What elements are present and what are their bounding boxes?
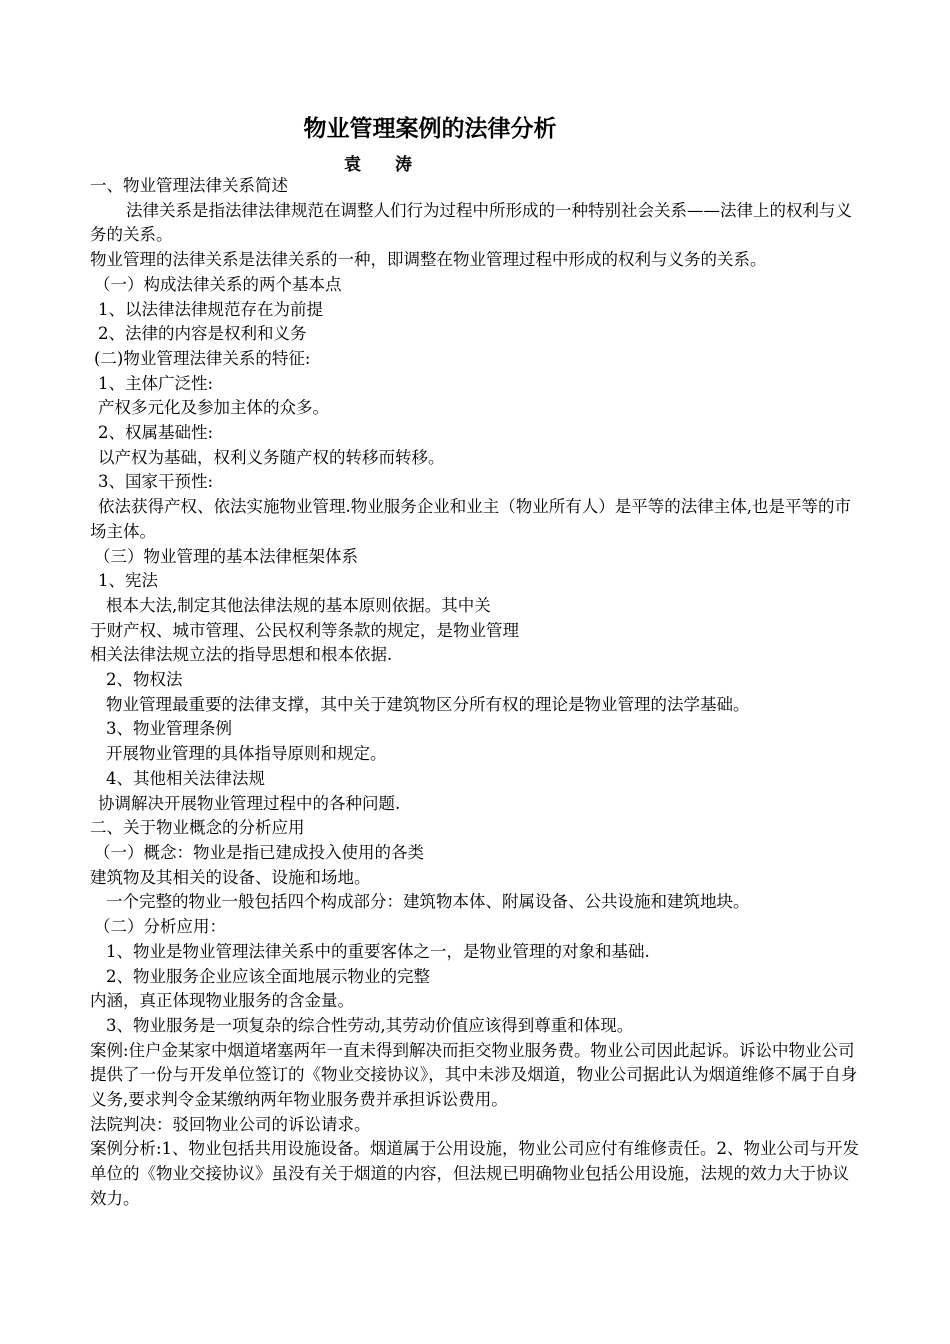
paragraph: 案例:住户金某家中烟道堵塞两年一直未得到解决而拒交物业服务费。物业公司因此起诉。诉讼中物业公司提供了一份与开发单位签订的《物业交接协议》，其中未涉及烟道，物业公司据此认为烟道维修不属于自身义务,要求判令金某缴纳两年物业服务费并承担诉讼费用。	[90, 1040, 858, 1110]
paragraph: 相关法律法规立法的指导思想和根本依据.	[90, 645, 393, 665]
paragraph: 案例分析:1、物业包括共用设施设备。烟道属于公用设施，物业公司应付有维修责任。2、物业公司与开发单位的《物业交接协议》虽没有关于烟道的内容，但法规已明确物业包括公用设施，法规的效力大于协议效力。	[90, 1139, 860, 1208]
paragraph: 1、以法律法律规范存在为前提	[98, 299, 323, 319]
paragraph: 以产权为基础，权利义务随产权的转移而转移。	[98, 447, 445, 467]
paragraph: 2、法律的内容是权利和义务	[98, 324, 307, 344]
paragraph: 法院判决：驳回物业公司的诉讼请求。	[90, 1114, 371, 1134]
paragraph: 1、主体广泛性:	[98, 373, 214, 393]
paragraph: 协调解决开展物业管理过程中的各种问题.	[98, 793, 401, 813]
paragraph: 1、宪法	[98, 571, 158, 591]
paragraph: 物业管理最重要的法律支撑，其中关于建筑物区分所有权的理论是物业管理的法学基础。	[106, 694, 750, 714]
paragraph: (二)物业管理法律关系的特征:	[94, 348, 311, 368]
paragraph: 内涵，真正体现物业服务的含金量。	[90, 991, 354, 1011]
paragraph: 产权多元化及参加主体的众多。	[98, 398, 329, 418]
paragraph: 一、物业管理法律关系简述	[90, 176, 288, 195]
paragraph: 3、国家干预性:	[98, 472, 214, 492]
paragraph: 依法获得产权、依法实施物业管理.物业服务企业和业主（物业所有人）是平等的法律主体,也是平等的市场主体。	[90, 497, 851, 541]
paragraph: 2、物业服务企业应该全面地展示物业的完整	[106, 966, 430, 986]
paragraph: （一）构成法律关系的两个基本点	[94, 274, 342, 294]
paragraph: 二、关于物业概念的分析应用	[90, 818, 305, 838]
paragraph: 法律关系是指法律法律规范在调整人们行为过程中所形成的一种特别社会关系——法律上的权利与义务的关系。	[90, 200, 852, 245]
document-author: 袁 涛	[344, 155, 426, 175]
document-title: 物业管理案例的法律分析	[303, 116, 557, 142]
paragraph: 建筑物及其相关的设备、设施和场地。	[90, 867, 371, 887]
paragraph: 4、其他相关法律法规	[106, 768, 265, 788]
paragraph: （一）概念：物业是指已建成投入使用的各类	[94, 842, 424, 862]
paragraph: 3、物业管理条例	[106, 719, 232, 739]
paragraph: 1、物业是物业管理法律关系中的重要客体之一，是物业管理的对象和基础.	[106, 941, 650, 961]
paragraph: 2、权属基础性:	[98, 423, 214, 443]
paragraph: （二）分析应用：	[94, 917, 226, 937]
paragraph: （三）物业管理的基本法律框架体系	[94, 546, 358, 566]
paragraph: 2、物权法	[106, 670, 183, 690]
paragraph: 根本大法,制定其他法律法规的基本原则依据。其中关	[106, 595, 491, 615]
paragraph: 3、物业服务是一项复杂的综合性劳动,其劳动价值应该得到尊重和体现。	[106, 1015, 634, 1035]
paragraph: 一个完整的物业一般包括四个构成部分：建筑物本体、附属设备、公共设施和建筑地块。	[106, 892, 750, 912]
paragraph: 于财产权、城市管理、公民权利等条款的规定，是物业管理	[90, 620, 519, 640]
document-body	[90, 174, 865, 1212]
paragraph: 开展物业管理的具体指导原则和规定。	[106, 744, 387, 764]
paragraph: 物业管理的法律关系是法律关系的一种，即调整在物业管理过程中形成的权利与义务的关系。	[90, 250, 767, 270]
